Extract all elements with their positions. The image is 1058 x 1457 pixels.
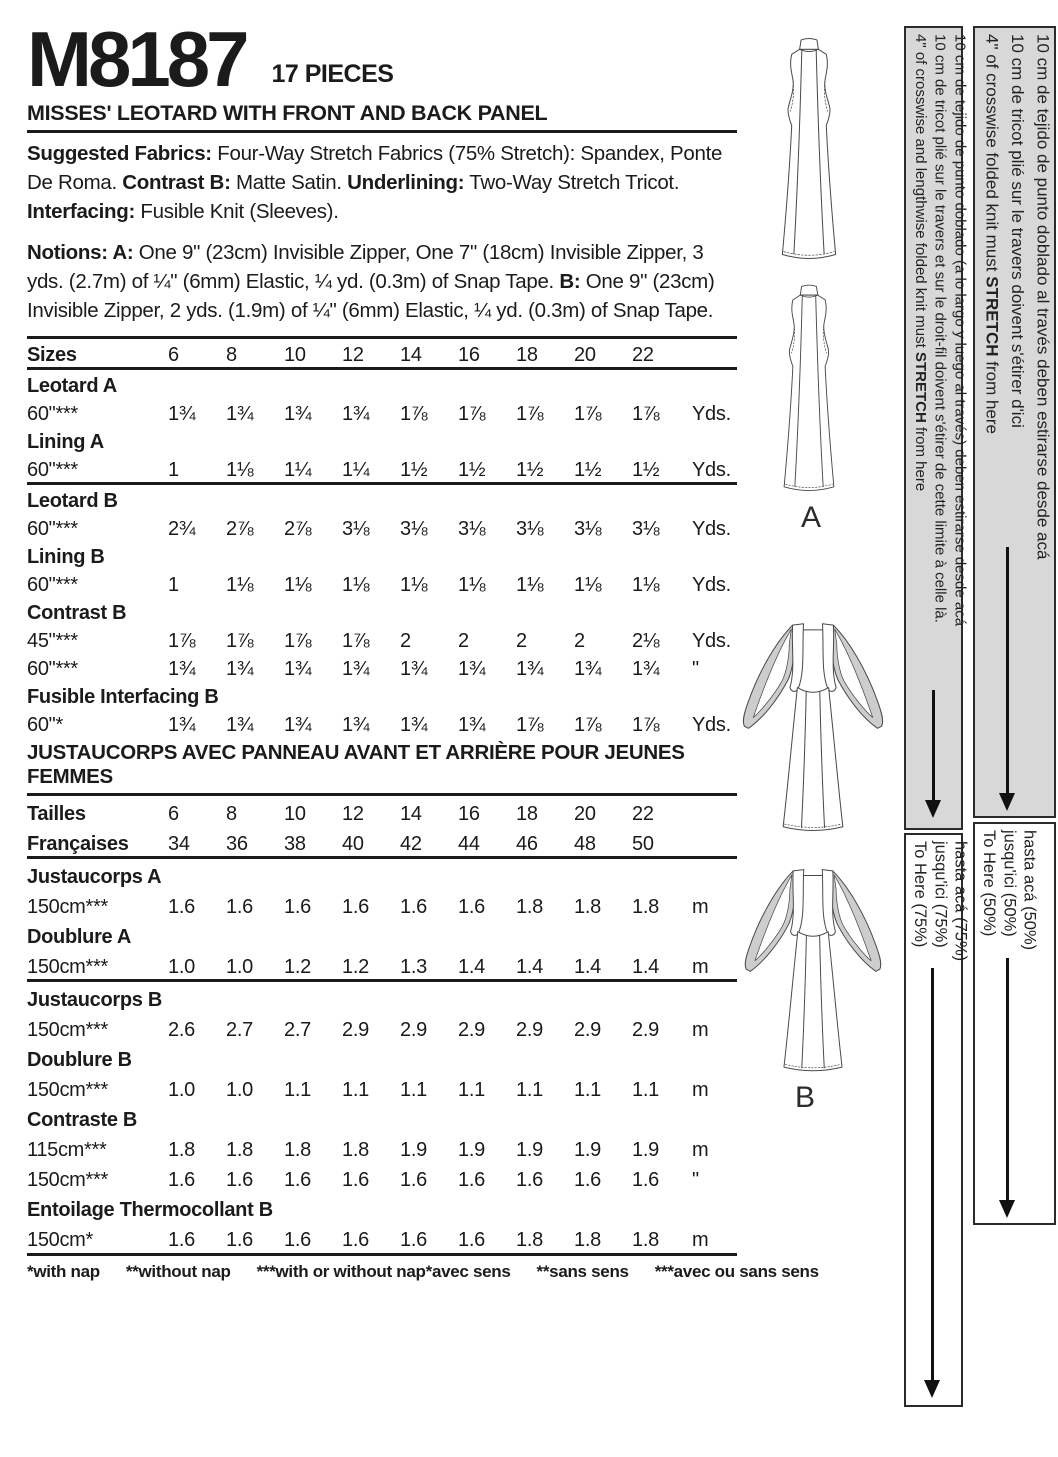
table-cell: 1.6	[226, 1228, 253, 1251]
view-a-front-drawing	[773, 33, 845, 273]
table-cell: 1¾	[226, 402, 254, 425]
view-b-label: B	[794, 1081, 815, 1114]
gauge-text-line: 4" of crosswise and lengthwise folded knit must STRETCH from here	[911, 34, 929, 492]
table-group-name: Lining A	[27, 430, 104, 453]
view-b-back-drawing	[738, 863, 888, 1081]
table-cell: 10	[284, 802, 306, 825]
table-cell: 1.1	[574, 1078, 601, 1101]
down-arrow-icon	[925, 690, 941, 818]
row-label: 45"***	[27, 629, 78, 652]
yardage-table-french	[27, 796, 737, 1252]
table-cell: 44	[458, 832, 480, 855]
table-cell: 1.8	[226, 1138, 253, 1161]
table-cell: 40	[342, 832, 364, 855]
table-cell: 1¾	[168, 713, 196, 736]
gauge-text	[979, 830, 1051, 1217]
table-cell: 42	[400, 832, 422, 855]
table-cell: 18	[516, 802, 538, 825]
table-cell: 2.7	[284, 1018, 311, 1041]
table-cell: 1.6	[342, 895, 369, 918]
table-cell: 1.6	[342, 1228, 369, 1251]
pieces-count: 17 PIECES	[271, 59, 394, 88]
table-group-name: Justaucorps A	[27, 865, 162, 888]
table-cell: 20	[574, 343, 596, 366]
table-row	[27, 653, 737, 681]
gauge-text-line: To Here (50%)	[980, 830, 999, 937]
footnotes-french	[426, 1262, 819, 1282]
table-cell: 1.4	[632, 955, 659, 978]
table-cell: 1¾	[342, 402, 370, 425]
table-cell: 1½	[458, 458, 486, 481]
table-cell: 3⅛	[458, 517, 486, 540]
table-cell: 1.8	[516, 1228, 543, 1251]
table-cell: 1.0	[168, 955, 195, 978]
table-row	[27, 1162, 737, 1192]
gauge-text-line: jusqu'ici (50%)	[1000, 830, 1019, 937]
table-cell: 10	[284, 343, 306, 366]
table-cell: 1.6	[400, 1168, 427, 1191]
row-label: 60"***	[27, 573, 78, 596]
unit-cell: m	[692, 1018, 709, 1041]
table-cell: 1.6	[574, 1168, 601, 1191]
table-cell: 48	[574, 832, 596, 855]
table-row	[27, 709, 737, 737]
table-cell: 1⅛	[400, 573, 428, 596]
table-cell: 1.8	[168, 1138, 195, 1161]
table-cell: 1.6	[400, 1228, 427, 1251]
table-group-name: Contrast B	[27, 601, 127, 624]
table-cell: 1½	[574, 458, 602, 481]
unit-cell: m	[692, 1078, 709, 1101]
row-label: 150cm*	[27, 1228, 94, 1251]
table-cell: 1.4	[574, 955, 601, 978]
table-cell: 1⅞	[574, 402, 602, 425]
table-cell: 1⅛	[226, 573, 254, 596]
garment-views	[735, 25, 910, 1145]
table-cell: 1¾	[342, 713, 370, 736]
table-cell: 1¾	[632, 657, 660, 680]
table-cell: 22	[632, 343, 654, 366]
pattern-number: M8187	[27, 15, 246, 103]
table-cell: 1½	[400, 458, 428, 481]
row-label: 115cm***	[27, 1138, 107, 1161]
table-cell: 1⅞	[284, 629, 312, 652]
gauge-text-line: 10 cm de tricot plié sur le travers et sur le droit-fil doivent s'étirer de cette limite à celle là.	[931, 34, 949, 623]
masthead	[27, 15, 737, 103]
table-cell: 2.6	[168, 1018, 195, 1041]
unit-cell: Yds.	[692, 713, 731, 736]
gauge-text-line: hasta acá (75%)	[951, 841, 970, 962]
table-cell: 50	[632, 832, 654, 855]
unit-cell: "	[692, 657, 699, 680]
table-cell: 1⅞	[458, 402, 486, 425]
table-cell: 1⅞	[516, 713, 544, 736]
table-row	[27, 796, 737, 826]
table-cell: 1.6	[458, 1228, 485, 1251]
table-cell: 2⅞	[284, 517, 312, 540]
row-label: 150cm***	[27, 1018, 108, 1041]
table-cell: 1⅞	[400, 402, 428, 425]
row-label: Françaises	[27, 832, 129, 855]
table-cell: 1.0	[226, 1078, 253, 1101]
table-row	[27, 1222, 737, 1252]
row-label: 60"***	[27, 402, 78, 425]
gauge-text	[979, 34, 1051, 810]
table-cell: 16	[458, 802, 480, 825]
table-cell: 1⅞	[226, 629, 254, 652]
table-cell: 1¾	[400, 657, 428, 680]
table-cell: 1⅛	[632, 573, 660, 596]
table-cell: 1.1	[632, 1078, 659, 1101]
row-label: Tailles	[27, 802, 86, 825]
table-cell: 1⅞	[168, 629, 196, 652]
unit-cell: m	[692, 1228, 709, 1251]
table-row	[27, 513, 737, 541]
table-cell: 1¾	[168, 402, 196, 425]
notions-paragraph: Notions: A: One 9" (23cm) Invisible Zipper, One 7" (18cm) Invisible Zipper, 3 yds. (2.7m) of ¼" (6mm) Elastic, ¼ yd. (0.3m) of Snap Tape. B: One 9" (23cm) Invisible Zipper, 2 yds. (1.9m) of ¼" (6mm) Elastic, ¼ yd. (0.3m) of Snap Tape.	[27, 240, 715, 322]
down-arrow-icon	[999, 547, 1015, 811]
table-row	[27, 889, 737, 919]
footnotes-row	[27, 1253, 819, 1282]
unit-cell: Yds.	[692, 573, 731, 596]
table-cell: 1.1	[458, 1078, 485, 1101]
view-a-label: A	[800, 501, 821, 534]
table-cell: 1.6	[226, 895, 253, 918]
table-cell: 36	[226, 832, 248, 855]
row-label: 150cm***	[27, 1168, 108, 1191]
table-cell: 1.6	[284, 1228, 311, 1251]
table-cell: 8	[226, 802, 237, 825]
table-group-name: Fusible Interfacing B	[27, 685, 219, 708]
table-cell: 1.6	[168, 1228, 195, 1251]
unit-cell: "	[692, 1168, 699, 1191]
table-row	[27, 1132, 737, 1162]
footnotes-english	[27, 1262, 426, 1282]
row-label: 60"*	[27, 713, 63, 736]
table-cell: 2.9	[516, 1018, 543, 1041]
table-cell: 1¾	[284, 657, 312, 680]
table-cell: 1¾	[168, 657, 196, 680]
table-cell: 1⅞	[632, 713, 660, 736]
table-cell: 1.1	[516, 1078, 543, 1101]
table-cell: 2	[458, 629, 469, 652]
table-cell: 1.9	[632, 1138, 659, 1161]
table-cell: 1⅞	[516, 402, 544, 425]
gauge-text-line: 10 cm de tricot plié sur le travers doivent s'étirer d'ici	[1008, 34, 1027, 428]
unit-cell: Yds.	[692, 458, 731, 481]
table-cell: 1.8	[342, 1138, 369, 1161]
table-cell: 2.9	[632, 1018, 659, 1041]
row-label: 60"***	[27, 657, 78, 680]
table-row	[27, 949, 737, 982]
table-group-name: Justaucorps B	[27, 988, 163, 1011]
table-group-name: Leotard A	[27, 374, 117, 397]
table-cell: 1.9	[516, 1138, 543, 1161]
table-cell: 3⅛	[574, 517, 602, 540]
table-cell: 1¼	[284, 458, 312, 481]
table-cell: 1¾	[458, 657, 486, 680]
table-row	[27, 339, 737, 370]
yardage-table-english	[27, 336, 737, 737]
unit-cell: m	[692, 895, 709, 918]
table-cell: 1.6	[400, 895, 427, 918]
table-cell: 1	[168, 458, 179, 481]
table-row	[27, 454, 737, 485]
suggested-fabrics-paragraph: Suggested Fabrics: Four-Way Stretch Fabrics (75% Stretch): Spandex, Ponte De Roma. Contrast B: Matte Satin. Underlining: Two-Way Stretch Tricot. Interfacing: Fusible Knit (Sleeves).	[27, 141, 723, 223]
gauge-text-line: 10 cm de tejido de punto doblado (a lo largo y luego al través) deben estirarse desde acá	[951, 34, 969, 627]
footnote-item: ***avec ou sans sens	[654, 1261, 819, 1281]
table-cell: 1⅛	[226, 458, 254, 481]
table-cell: 1.6	[342, 1168, 369, 1191]
table-cell: 2¾	[168, 517, 196, 540]
table-cell: 1.1	[342, 1078, 369, 1101]
row-label: 150cm***	[27, 895, 108, 918]
unit-cell: m	[692, 955, 709, 978]
table-cell: 1.8	[574, 1228, 601, 1251]
table-cell: 1⅞	[342, 629, 370, 652]
table-cell: 1.2	[284, 955, 311, 978]
table-cell: 1¼	[342, 458, 370, 481]
table-row	[27, 826, 737, 859]
gauge-text-line: jusqu'ici (75%)	[931, 841, 950, 948]
table-cell: 2	[574, 629, 585, 652]
table-cell: 3⅛	[516, 517, 544, 540]
row-label: 60"***	[27, 458, 78, 481]
table-cell: 2	[400, 629, 411, 652]
view-b-front-drawing	[738, 617, 888, 841]
table-cell: 20	[574, 802, 596, 825]
table-cell: 1.4	[458, 955, 485, 978]
table-cell: 2⅞	[226, 517, 254, 540]
table-cell: 34	[168, 832, 190, 855]
table-cell: 6	[168, 343, 179, 366]
table-cell: 1¾	[284, 713, 312, 736]
table-cell: 1.9	[458, 1138, 485, 1161]
table-cell: 1.6	[284, 1168, 311, 1191]
table-cell: 1.8	[574, 895, 601, 918]
table-row	[27, 569, 737, 597]
table-group-name: Doublure A	[27, 925, 132, 948]
table-cell: 46	[516, 832, 538, 855]
table-cell: 1½	[516, 458, 544, 481]
table-cell: 1.8	[516, 895, 543, 918]
table-cell: 1¾	[574, 657, 602, 680]
table-cell: 1.0	[168, 1078, 195, 1101]
gauge-text-line: hasta acá (50%)	[1020, 830, 1039, 951]
gauge-text-line: 4" of crosswise folded knit must STRETCH from here	[982, 34, 1002, 435]
table-group-name: Lining B	[27, 545, 105, 568]
pattern-title: MISSES' LEOTARD WITH FRONT AND BACK PANEL	[27, 101, 737, 133]
table-cell: 1.6	[516, 1168, 543, 1191]
table-cell: 1.6	[458, 1168, 485, 1191]
view-a-back-drawing	[773, 281, 845, 503]
table-cell: 22	[632, 802, 654, 825]
table-cell: 1.6	[458, 895, 485, 918]
table-cell: 18	[516, 343, 538, 366]
table-cell: 2.9	[574, 1018, 601, 1041]
row-label: 150cm***	[27, 955, 108, 978]
table-cell: 1.8	[284, 1138, 311, 1161]
table-cell: 1.8	[632, 1228, 659, 1251]
table-cell: 3⅛	[632, 517, 660, 540]
table-cell: 1.4	[516, 955, 543, 978]
table-cell: 12	[342, 343, 364, 366]
table-cell: 1.6	[632, 1168, 659, 1191]
unit-cell: Yds.	[692, 517, 731, 540]
down-arrow-icon	[924, 968, 940, 1398]
unit-cell: m	[692, 1138, 709, 1161]
down-arrow-icon	[999, 958, 1015, 1218]
footnote-item: **sans sens	[536, 1261, 629, 1281]
table-cell: 38	[284, 832, 306, 855]
table-cell: 16	[458, 343, 480, 366]
unit-cell: Yds.	[692, 402, 731, 425]
table-cell: 1.1	[400, 1078, 427, 1101]
row-label: 150cm***	[27, 1078, 108, 1101]
main-column	[27, 15, 819, 1282]
footnote-item: *with nap	[27, 1261, 100, 1281]
table-row	[27, 398, 737, 426]
gauge-text-line: To Here (75%)	[911, 841, 930, 948]
table-cell: 1⅞	[632, 402, 660, 425]
table-cell: 1.9	[574, 1138, 601, 1161]
footnote-item: *avec sens	[425, 1261, 511, 1281]
table-cell: 1.6	[284, 895, 311, 918]
gauge-text-line: 10 cm de tejido de punto doblado al través deben estirarse desde acá	[1033, 34, 1053, 560]
table-cell: 1⅛	[284, 573, 312, 596]
table-group-name: Contraste B	[27, 1108, 138, 1131]
table-cell: 1¾	[458, 713, 486, 736]
table-cell: 2.7	[226, 1018, 253, 1041]
table-cell: 1¾	[342, 657, 370, 680]
row-label: 60"***	[27, 517, 78, 540]
table-row	[27, 1072, 737, 1102]
table-cell: 1.3	[400, 955, 427, 978]
table-cell: 1.6	[168, 895, 195, 918]
table-cell: 1.8	[632, 895, 659, 918]
table-cell: 1.2	[342, 955, 369, 978]
table-cell: 1¾	[400, 713, 428, 736]
table-cell: 3⅛	[342, 517, 370, 540]
table-cell: 1¾	[284, 402, 312, 425]
table-cell: 1⅛	[458, 573, 486, 596]
table-cell: 1⅛	[342, 573, 370, 596]
table-cell: 1.9	[400, 1138, 427, 1161]
table-cell: 1¾	[226, 713, 254, 736]
table-cell: 2	[516, 629, 527, 652]
table-cell: 6	[168, 802, 179, 825]
table-cell: 1⅛	[574, 573, 602, 596]
table-cell: 2.9	[458, 1018, 485, 1041]
table-row	[27, 1012, 737, 1042]
table-group-name: Entoilage Thermocollant B	[27, 1198, 273, 1221]
table-cell: 1.6	[168, 1168, 195, 1191]
table-cell: 2.9	[342, 1018, 369, 1041]
table-cell: 1.6	[226, 1168, 253, 1191]
footnote-item: ***with or without nap	[256, 1261, 426, 1281]
table-cell: 2⅛	[632, 629, 660, 652]
table-cell: 1⅞	[574, 713, 602, 736]
table-cell: 3⅛	[400, 517, 428, 540]
table-cell: 1¾	[226, 657, 254, 680]
table-group-name: Doublure B	[27, 1048, 132, 1071]
table-cell: 1.1	[284, 1078, 311, 1101]
table-cell: 2.9	[400, 1018, 427, 1041]
french-title: JUSTAUCORPS AVEC PANNEAU AVANT ET ARRIÈRE POUR JEUNES FEMMES	[27, 737, 737, 796]
table-cell: 12	[342, 802, 364, 825]
row-label: Sizes	[27, 343, 77, 366]
table-cell: 14	[400, 343, 422, 366]
table-group-name: Leotard B	[27, 489, 118, 512]
footnote-item: **without nap	[125, 1261, 231, 1281]
table-cell: 8	[226, 343, 237, 366]
table-cell: 14	[400, 802, 422, 825]
table-row	[27, 625, 737, 653]
table-cell: 1¾	[516, 657, 544, 680]
table-cell: 1½	[632, 458, 660, 481]
unit-cell: Yds.	[692, 629, 731, 652]
table-cell: 1.0	[226, 955, 253, 978]
table-cell: 1⅛	[516, 573, 544, 596]
table-cell: 1	[168, 573, 179, 596]
